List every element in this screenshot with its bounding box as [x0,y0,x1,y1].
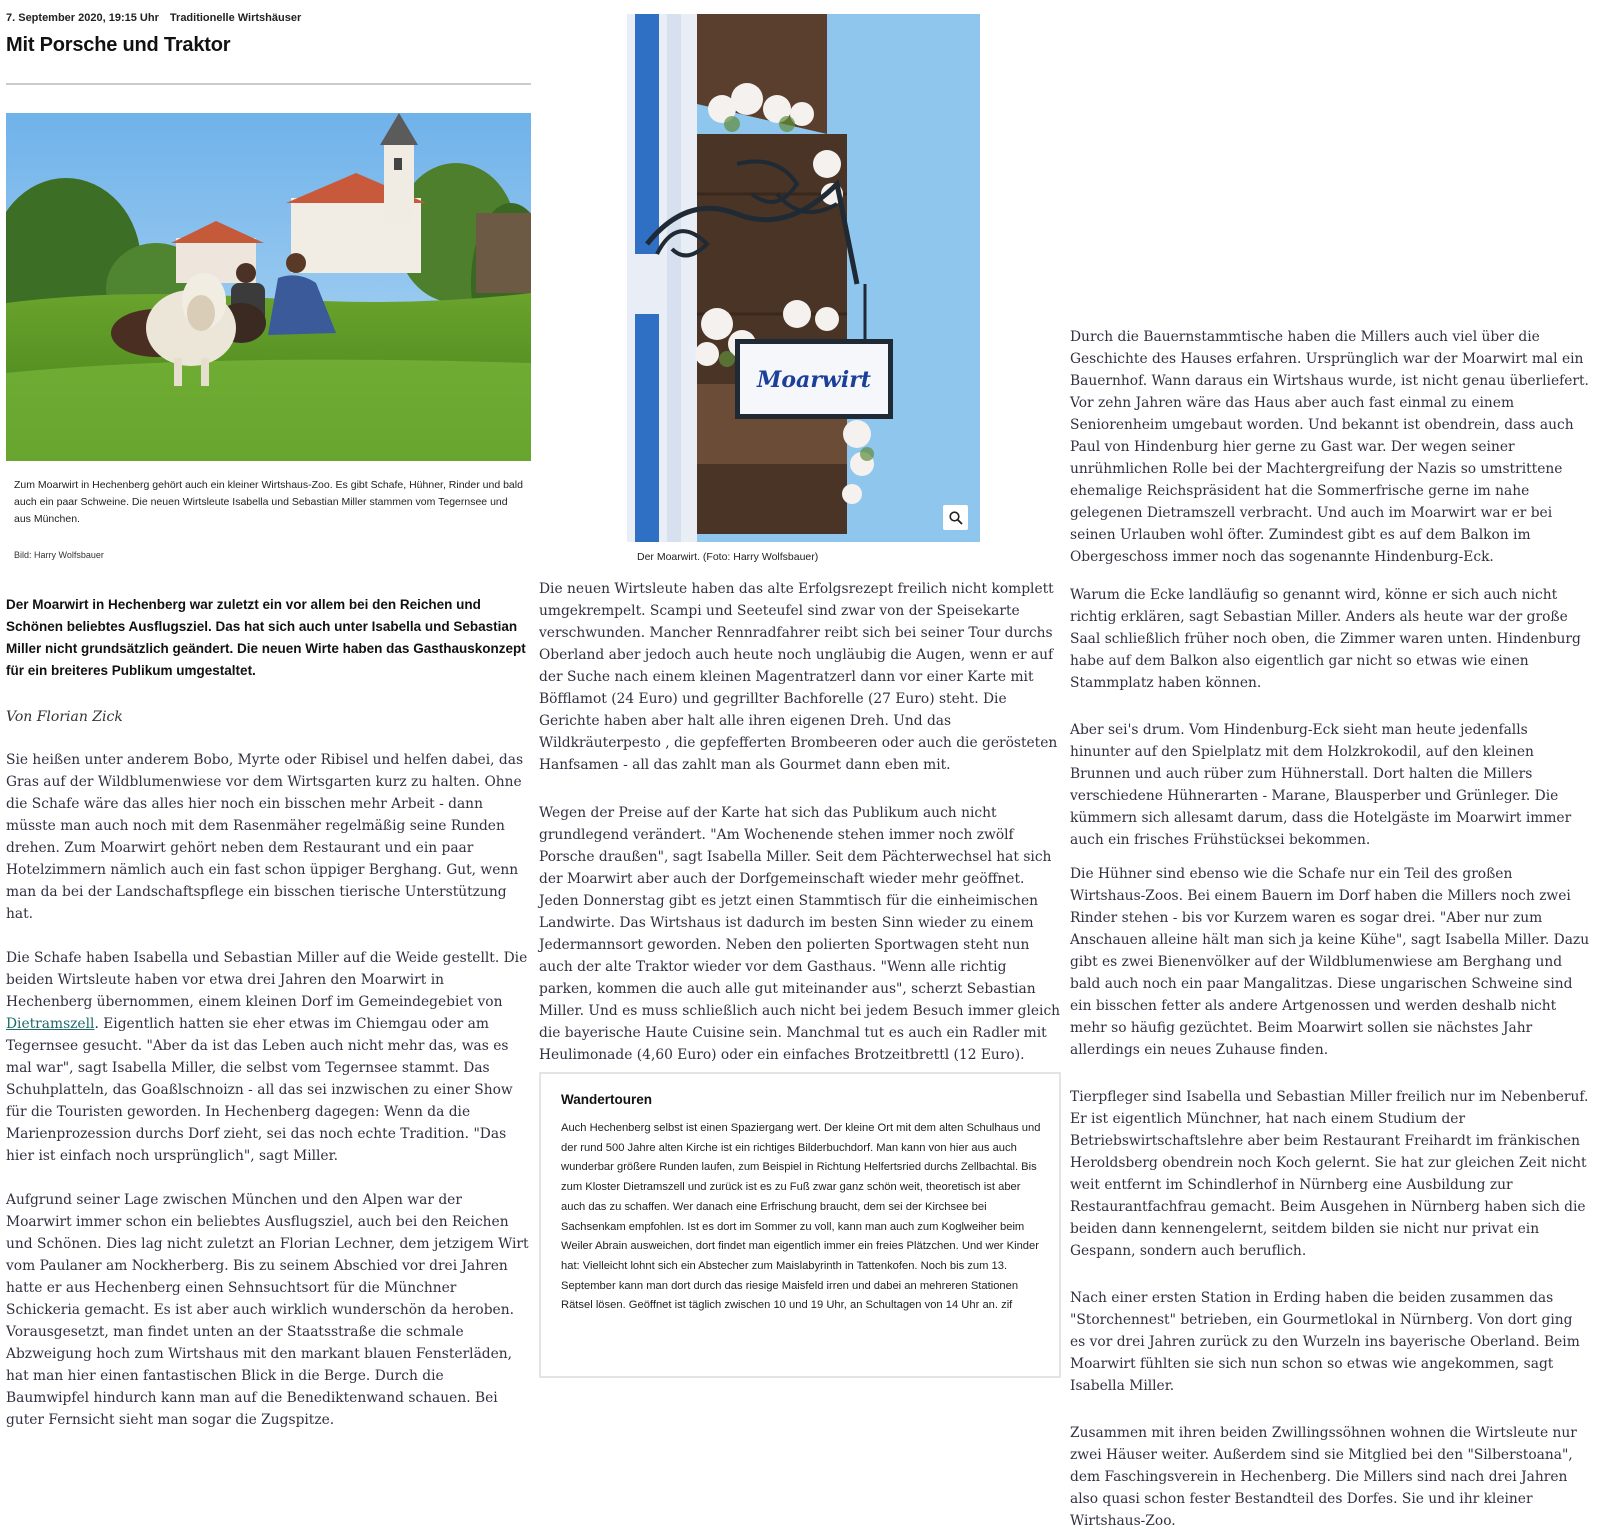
paragraph: Die neuen Wirtsleute haben das alte Erfolgsrezept freilich nicht komplett umgekrempelt. Scampi und Seeteufel sind zwar von der Speisekarte verschwunden. Mancher Rennradfahrer reibt sich bei seiner Tour durchs Oberland aber jedoch auch heute noch ungläubig die Augen, wenn er auf der Suche nach einem kleinen Magentratzerl dann vor einer Karte mit Böfflamot (24 Euro) und gegrillter Bachforelle (27 Euro) steht. Die Gerichte haben aber halt alle ihren eigenen Dreh. Und das Wildkräuterpesto , die gepfefferten Brombeeren oder auch die gerösteten Hanfsamen - all das zahlt man als Gourmet dann eben mit. [539,581,1058,773]
paragraph: Warum die Ecke landläufig so genannt wird, könne er sich auch nicht richtig erklären, sagt Sebastian Miller. Anders als heute war der große Saal schließlich früher noch oben, die Zimmer waren unten. Hindenburg habe auf dem Balkon also eigentlich gar nicht so etwas wie einen Stammplatz haben können. [1070,587,1581,691]
article-column-1 [6,0,531,1431]
info-box-text: Auch Hechenberg selbst ist einen Spaziergang wert. Der kleine Ort mit dem alten Schulhaus und der rund 500 Jahre alten Kirche ist ein richtiges Bilderbuchdorf. Man kann von hier aus auch wunderbar größere Runden laufen, zum Beispiel in Richtung Helfertsried durchs Zellbachtal. Bis zum Kloster Dietramszell und zurück ist es zu Fuß zwar ganz schön weit, theoretisch ist aber auch das zu schaffen. Wer danach eine Erfrischung braucht, dem sei der Kirchsee bei Sachsenkam empfohlen. Ist es dort im Sommer zu voll, kann man auch zum Koglweiher beim Weiler Abrain ausweichen, dort findet man eigentlich immer ein freies Plätzchen. Und wer Kinder hat: Vielleicht lohnt sich ein Abstecher zum Maislabyrinth in Tattenkofen. Noch bis zum 13. September kann man dort durch das riesige Maisfeld irren und dabei an mehreren Stationen Rätsel lösen. Geöffnet ist täglich zwischen 10 und 19 Uhr, an Schultagen von 14 Uhr an. zif [561,1122,1041,1312]
paragraph: Tierpfleger sind Isabella und Sebastian Miller freilich nur im Nebenberuf. Er ist eigentlich Münchner, hat nach einem Studium der Betriebswirtschaftslehre aber beim Restaurant Freihardt im fränkischen Heroldsberg obendrein noch Koch gelernt. Sie hat zur gleichen Zeit nicht weit entfernt im Schindlerhof in Nürnberg eine Ausbildung zur Restaurantfachfrau gemacht. Beim Ausgehen in Nürnberg haben sich die beiden dann kennengelernt, seitdem bilden sie nicht nur privat ein Gespann, sondern auch beruflich. [1070,1089,1589,1259]
paragraph: Die Hühner sind ebenso wie die Schafe nur ein Teil des großen Wirtshaus-Zoos. Bei einem Bauern im Dorf haben die Millers noch zwei Rinder stehen - bis vor Kurzem waren es sogar drei. "Aber nur zum Anschauen alleine hält man sich ja keine Kühe", sagt Isabella Miller. Dazu gibt es zwei Bienenvölker auf der Wildblumenwiese am Berghang und bald auch noch ein paar Mangalitzas. Diese ungarischen Schweine sind ein bisschen fetter als andere Artgenossen und werden deshalb nicht mehr so häufig gezüchtet. Beim Moarwirt sollen sie nächstes Jahr allerdings ein neues Zuhause finden. [1070,866,1590,1058]
paragraph: Aufgrund seiner Lage zwischen München und den Alpen war der Moarwirt immer schon ein beliebtes Ausflugsziel, auch bei den Reichen und Schönen. Dies lag nicht zuletzt an Florian Lechner, dem jetzigem Wirt vom Paulaner am Nockherberg. Bis zu seinem Abschied vor drei Jahren hatte er aus Hechenberg einen Sehnsuchtsort für die Münchner Schickeria gemacht. Es ist aber auch wirklich wunderschön da heroben. Vorausgesetzt, man findet unten an der Staatsstraße die schmale Abzweigung hoch zum Wirtshaus mit den markant blauen Fensterläden, hat man hier einen fantastischen Blick in die Berge. Durch die Baumwipfel hindurch kann man auf die Benediktenwand schauen. Bei guter Fernsicht sieht man sogar die Zugspitze. [6,1192,529,1428]
paragraph: Durch die Bauernstammtische haben die Millers auch viel über die Geschichte des Hauses erfahren. Ursprünglich war der Moarwirt mal ein Bauernhof. Wann daraus ein Wirtshaus wurde, ist nicht genau überliefert. Vor zehn Jahren wäre das Haus aber auch fast einmal zu einem Seniorenheim umgebaut worden. Und bekannt ist obendrein, dass auch Paul von Hindenburg hier gerne zu Gast war. Der wegen seiner unrühmlichen Rolle bei der Machtergreifung der Nazis so umstrittene ehemalige Reichspräsident hat die Sommerfrische gerne im nahe gelegenen Dietramszell verbracht. Und auch im Moarwirt war er bei seinen Urlauben wohl öfter. Zumindest gibt es auf dem Balkon im Obergeschoss immer noch das sogenannte Hindenburg-Eck. [1070,329,1589,565]
paragraph: Wegen der Preise auf der Karte hat sich das Publikum auch nicht grundlegend verändert. "Am Wochenende stehen immer noch zwölf Porsche draußen", sagt Isabella Miller. Seit dem Pächterwechsel hat sich der Moarwirt aber auch der Dorfgemeinschaft wieder mehr geöffnet. Jeden Donnerstag gibt es jetzt einen Stammtisch für die einheimischen Landwirte. Das Wirtshaus ist dadurch im besten Sinn wieder zu einem Jedermannsort geworden. Neben den polierten Sportwagen steht nun auch der alte Traktor wieder vor dem Gasthaus. "Wenn alle richtig parken, kommen die auch alle gut miteinander aus", scherzt Sebastian Miller. Und es muss schließlich auch nicht bei jedem Besuch immer gleich die bayerische Haute Cuisine sein. Manchmal tut es auch ein Radler mit Heulimonade (4,60 Euro) oder ein einfaches Brotzeitbrettl (12 Euro). [539,805,1061,1063]
article-meta [6,12,531,24]
article-title: Mit Porsche und Traktor [6,34,231,56]
article-category: Traditionelle Wirtshäuser [169,12,302,24]
moarwirt-sign-photo[interactable] [627,14,980,542]
sheep-photo-graphic [6,113,531,461]
dietramszell-link[interactable]: Dietramszell [6,1016,95,1032]
article-body-col2 [539,578,1063,1066]
paragraph-text: . Eigentlich hatten sie eher etwas im Chiemgau oder am Tegernsee gesucht. "Aber da ist das Leben auch nicht mehr das, was es mal war", sagt Isabella Miller, die selbst vom Tegernsee stammt. Das Schuhplatteln, das Goaßlschnoizn - all das sei inzwischen zu einer Show für die Touristen geworden. In Hechenberg dagegen: Wenn da die Marienprozession durchs Dorf zieht, sei das noch echte Tradition. "Das hier ist einfach noch ursprünglich", sagt Miller. [6,1016,513,1164]
paragraph: Sie heißen unter anderem Bobo, Myrte oder Ribisel und helfen dabei, das Gras auf der Wildblumenwiese vor dem Wirtsgarten kurz zu halten. Ohne die Schafe wäre das alles hier noch ein bisschen mehr Arbeit - dann müsste man auch noch mit dem Rasenmäher regelmäßig seine Runden drehen. Zum Moarwirt gehört neben dem Restaurant und ein paar Hotelzimmern nämlich auch ein fast schon üppiger Berghang. Gut, wenn man da bei der Landschaftspflege ein bisschen tierische Unterstützung hat. [6,752,524,922]
article-lead: Der Moarwirt in Hechenberg war zuletzt ein vor allem bei den Reichen und Schönen beliebtes Ausflugsziel. Das hat sich auch unter Isabella und Sebastian Miller nicht grundsätzlich geändert. Die neuen Wirte haben das Gasthauskonzept für ein breiteres Publikum umgestaltet. [6,597,526,678]
paragraph-text: Die Schafe haben Isabella und Sebastian Miller auf die Weide gestellt. Die beiden Wirtsleute haben vor etwa drei Jahren den Moarwirt in Hechenberg übernommen, einem kleinen Dorf im Gemeindegebiet von [6,950,528,1010]
zoom-button[interactable] [943,505,968,530]
moarwirt-sign-graphic [627,14,980,542]
magnifier-icon [949,511,963,525]
paragraph: Nach einer ersten Station in Erding haben die beiden zusammen das "Storchennest" betrieben, ein Gourmetlokal in Nürnberg. Von dort ging es vor drei Jahren zurück zu den Wurzeln ins bayerische Oberland. Beim Moarwirt fühlten sie sich nun schon so etwas wie angekommen, sagt Isabella Miller. [1070,1290,1580,1394]
photo-caption: Der Moarwirt. (Foto: Harry Wolfsbauer) [637,551,819,563]
article-body-col3 [1070,326,1590,1532]
article-date: 7. September 2020, 19:15 Uhr [6,12,159,24]
article-byline: Von Florian Zick [6,709,123,725]
paragraph: Zusammen mit ihren beiden Zwillingssöhnen wohnen die Wirtsleute nur zwei Häuser weiter. Außerdem sind sie Mitglied bei den "Silberstoana", dem Faschingsverein in Hechenberg. Die Millers sind nach drei Jahren also quasi schon fester Bestandteil des Dorfes. Sie und ihr kleiner Wirtshaus-Zoo. [1070,1425,1577,1529]
article-body-col1 [6,749,531,1431]
article-column-2 [539,0,1063,1385]
paragraph [6,947,531,1167]
title-divider [6,83,531,85]
photo-credit: Bild: Harry Wolfsbauer [14,550,104,560]
sheep-photo[interactable] [6,113,531,461]
article-column-3 [1070,0,1590,1532]
photo-caption: Zum Moarwirt in Hechenberg gehört auch ein kleiner Wirtshaus-Zoo. Es gibt Schafe, Hühner, Rinder und bald auch ein paar Schweine. Die neuen Wirtsleute Isabella und Sebastian Miller stammen vom Tegernsee und aus München. [14,479,523,525]
paragraph: Aber sei's drum. Vom Hindenburg-Eck sieht man heute jedenfalls hinunter auf den Spielplatz mit dem Holzkrokodil, auf den kleinen Brunnen und auch rüber zum Hühnerstall. Dort halten die Millers verschiedene Hühnerarten - Marane, Blausperber und Grünleger. Die kümmern sich allesamt darum, dass die Hotelgäste im Moarwirt immer auch ein frisches Frühstücksei bekommen. [1070,722,1572,848]
info-box-title: Wandertouren [561,1092,652,1107]
info-box [539,1072,1061,1378]
sign-text: Moarwirt [757,367,871,393]
